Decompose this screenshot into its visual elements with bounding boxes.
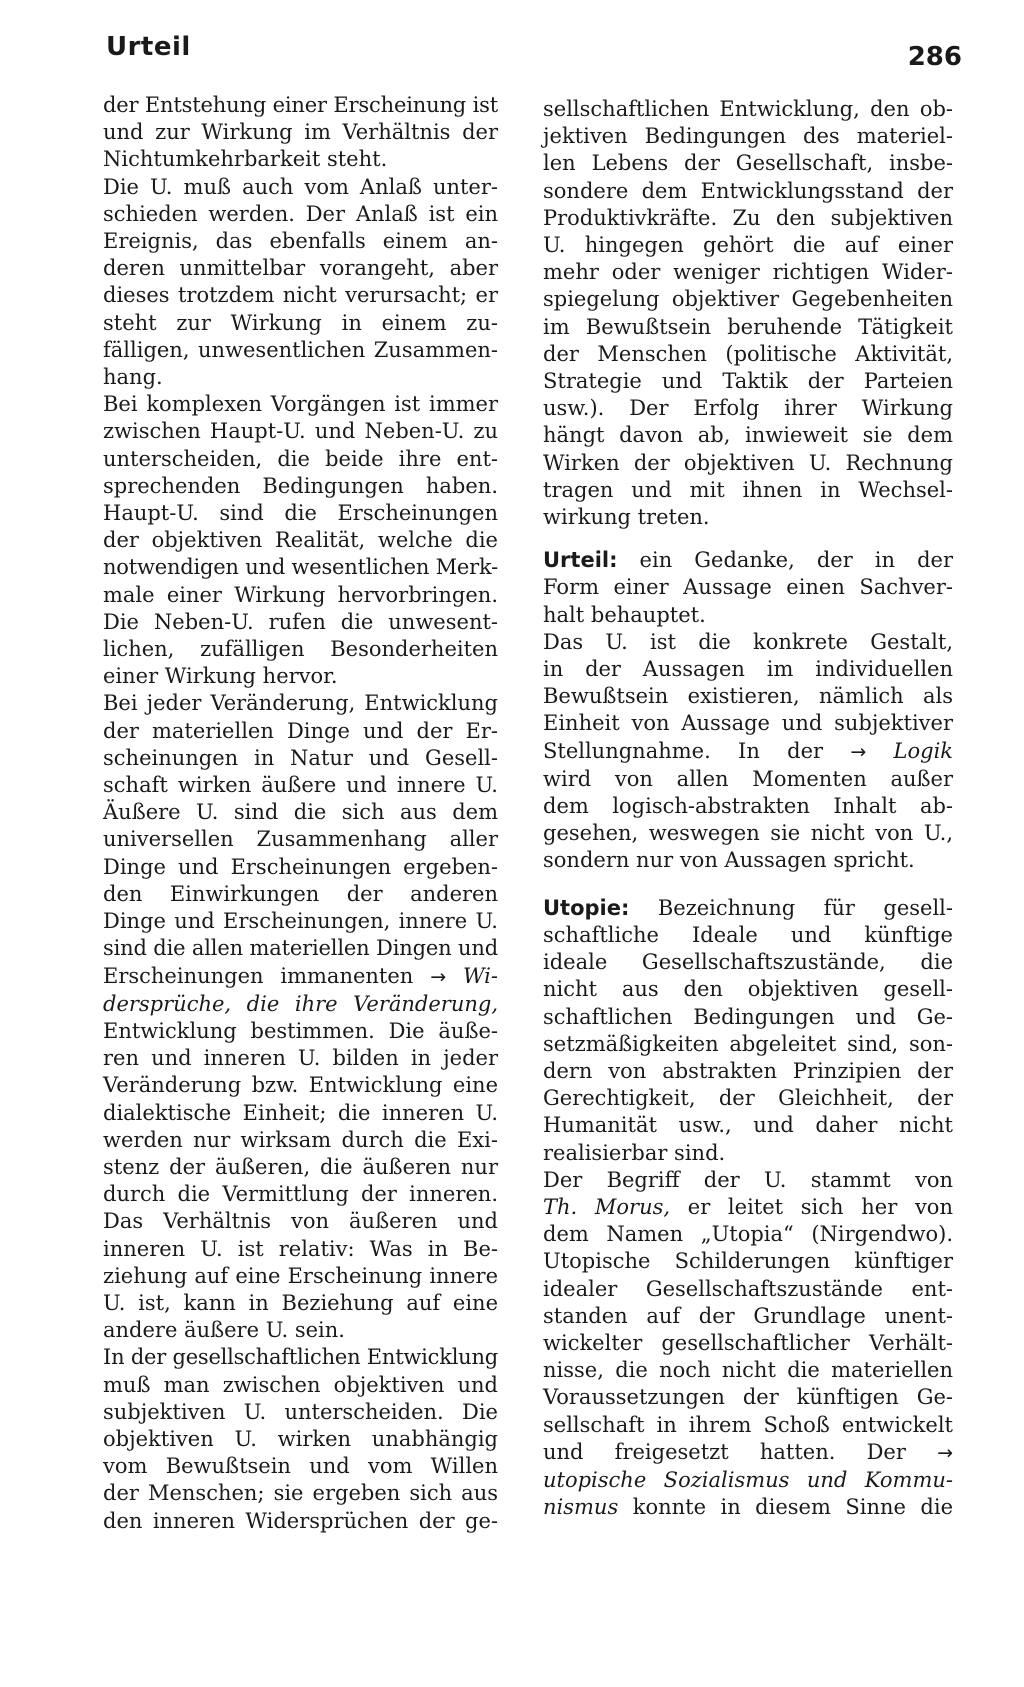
text-line: und zur Wirkung im Verhältnis der bbox=[103, 120, 498, 145]
text-line: Das Verhältnis von äußeren und bbox=[103, 1209, 498, 1234]
text-line: hängt davon ab, inwieweit sie dem bbox=[543, 423, 953, 448]
text-line: der objektiven Realität, welche die bbox=[103, 528, 498, 553]
text-line: halt behauptet. bbox=[543, 602, 706, 627]
text-line: Gerechtigkeit, der Gleichheit, der bbox=[543, 1086, 953, 1111]
text-line: der materiellen Dinge und der Er- bbox=[103, 718, 498, 743]
text-line bbox=[103, 991, 498, 1018]
text-line: Einheit von Aussage und subjektiver bbox=[543, 711, 953, 736]
text-line: dieses trotzdem nicht verursacht; er bbox=[103, 283, 498, 308]
text-line: realisierbar sind. bbox=[543, 1140, 726, 1165]
text-line: schaftliche Ideale und künftige bbox=[543, 922, 953, 947]
text-line: sellschaftlichen Entwicklung, den ob- bbox=[543, 97, 953, 121]
text-line: Die U. muß auch vom Anlaß unter- bbox=[103, 174, 498, 199]
cross-reference-utopischer-sozialismus[interactable]: utopische Sozialismus und Kommu- bbox=[543, 1467, 953, 1492]
text-line: ren und inneren U. bilden in jeder bbox=[103, 1046, 498, 1071]
text-line: U. ist, kann in Beziehung auf eine bbox=[103, 1290, 498, 1315]
text-line: In der gesellschaftlichen Entwicklung bbox=[103, 1345, 498, 1370]
text-line: dialektische Einheit; die inneren U. bbox=[103, 1100, 498, 1125]
page-number: 286 bbox=[907, 42, 962, 72]
text-line: vom Bewußtsein und vom Willen bbox=[103, 1454, 498, 1479]
text-line: Die Neben-U. rufen die unwesent- bbox=[103, 609, 498, 634]
text-fragment: konnte in diesem Sinne die bbox=[632, 1495, 953, 1520]
text-line: wird von allen Momenten außer bbox=[543, 766, 953, 791]
text-line: ziehung auf eine Erscheinung innere bbox=[103, 1263, 498, 1288]
text-line: male einer Wirkung hervorbringen. bbox=[103, 582, 498, 607]
text-line: andere äußere U. sein. bbox=[103, 1318, 345, 1343]
text-line: sprechenden Bedingungen haben. bbox=[103, 473, 498, 498]
text-line: durch die Vermittlung der inneren. bbox=[103, 1182, 498, 1207]
text-line-with-ref bbox=[543, 1194, 953, 1221]
text-fragment: Bezeichnung für gesell- bbox=[657, 895, 953, 920]
text-line-with-ref bbox=[103, 963, 498, 991]
cross-reference-widersprueche[interactable]: Wi- bbox=[462, 963, 498, 988]
text-line: dem Namen „Utopia“ (Nirgendwo). bbox=[543, 1222, 953, 1247]
text-line: notwendigen und wesentlichen Merk- bbox=[103, 555, 498, 580]
text-line: Bewußtsein existieren, nämlich als bbox=[543, 684, 953, 709]
cross-reference-arrow-icon: → bbox=[937, 1441, 953, 1464]
reference-th-morus: Th. Morus, bbox=[543, 1194, 671, 1219]
text-line: Äußere U. sind die sich aus dem bbox=[103, 800, 498, 825]
text-line: unterscheiden, die beide ihre ent- bbox=[103, 446, 498, 471]
text-line: sondern nur von Aussagen spricht. bbox=[543, 848, 915, 873]
text-line: jektiven Bedingungen des materiel- bbox=[543, 124, 953, 149]
right-column bbox=[543, 96, 953, 1521]
cross-reference-arrow-icon: → bbox=[850, 740, 867, 763]
text-line: Bei jeder Veränderung, Entwicklung bbox=[103, 691, 498, 716]
text-line: objektiven U. wirken unabhängig bbox=[103, 1426, 498, 1451]
text-line: schieden werden. Der Anlaß ist ein bbox=[103, 201, 498, 226]
cross-reference-logik[interactable]: Logik bbox=[893, 738, 954, 763]
headword-urteil: Urteil: bbox=[543, 548, 618, 573]
text-line: deren unmittelbar vorangeht, aber bbox=[103, 256, 498, 281]
text-line: usw.). Der Erfolg ihrer Wirkung bbox=[543, 396, 953, 421]
text-line-with-ref bbox=[543, 1439, 953, 1467]
text-line: der Menschen; sie ergeben sich aus bbox=[103, 1481, 498, 1506]
text-line: in der Aussagen im individuellen bbox=[543, 657, 953, 682]
entry-spacer bbox=[543, 875, 953, 895]
text-line: Ereignis, das ebenfalls einem an- bbox=[103, 229, 498, 254]
text-line: Strategie und Taktik der Parteien bbox=[543, 369, 953, 394]
entry-spacer bbox=[543, 531, 953, 547]
text-line: Bei komplexen Vorgängen ist immer bbox=[103, 392, 498, 417]
text-fragment: er leitet sich her von bbox=[687, 1194, 953, 1219]
text-line: im Bewußtsein beruhende Tätigkeit bbox=[543, 314, 953, 339]
text-line: nisse, die noch nicht die materiellen bbox=[543, 1358, 953, 1383]
text-line-with-ref bbox=[543, 1494, 953, 1521]
text-line: Wirken der objektiven U. Rechnung bbox=[543, 450, 953, 475]
text-line: steht zur Wirkung in einem zu- bbox=[103, 310, 498, 335]
text-line: zwischen Haupt-U. und Neben-U. zu bbox=[103, 419, 498, 444]
text-line: idealer Gesellschaftszustände ent- bbox=[543, 1276, 953, 1301]
text-line: Das U. ist die konkrete Gestalt, bbox=[543, 629, 953, 654]
text-line: nicht aus den objektiven gesell- bbox=[543, 977, 953, 1002]
text-line: subjektiven U. unterscheiden. Die bbox=[103, 1399, 498, 1424]
text-line: Dinge und Erscheinungen ergeben- bbox=[103, 854, 498, 879]
text-line: werden nur wirksam durch die Exi- bbox=[103, 1127, 498, 1152]
text-line: Utopische Schilderungen künftiger bbox=[543, 1249, 953, 1274]
left-column bbox=[103, 92, 498, 1535]
text-line: gesehen, weswegen sie nicht von U., bbox=[543, 821, 953, 846]
text-line: sind die allen materiellen Dingen und bbox=[103, 936, 498, 961]
text-line-with-ref bbox=[543, 738, 953, 766]
text-line: Der Begriff der U. stammt von bbox=[543, 1167, 953, 1192]
entry-first-line bbox=[543, 895, 953, 922]
text-line: tragen und mit ihnen in Wechsel- bbox=[543, 477, 953, 502]
text-line: fälligen, unwesentlichen Zusammen- bbox=[103, 337, 498, 362]
entry-first-line bbox=[543, 547, 953, 574]
text-line: lichen, zufälligen Besonderheiten bbox=[103, 637, 498, 662]
text-line: setzmäßigkeiten abgeleitet sind, son- bbox=[543, 1031, 953, 1056]
text-line: len Lebens der Gesellschaft, insbe- bbox=[543, 151, 953, 176]
text-line: Entwicklung bestimmen. Die äuße- bbox=[103, 1018, 498, 1043]
text-line: wirkung treten. bbox=[543, 505, 710, 530]
text-fragment: und freigesetzt hatten. Der bbox=[543, 1439, 906, 1464]
text-line: einer Wirkung hervor. bbox=[103, 664, 338, 689]
text-line: wickelter gesellschaftlicher Verhält- bbox=[543, 1330, 953, 1355]
text-line: hang. bbox=[103, 365, 163, 390]
text-line: Dinge und Erscheinungen, innere U. bbox=[103, 909, 498, 934]
text-fragment: Erscheinungen immanenten bbox=[103, 963, 414, 988]
text-line: Humanität usw., und daher nicht bbox=[543, 1113, 953, 1138]
cross-reference-arrow-icon: → bbox=[430, 965, 447, 988]
cross-reference-widersprueche-cont[interactable]: dersprüche, die ihre Veränderung, bbox=[103, 991, 498, 1016]
text-line: Nichtumkehrbarkeit steht. bbox=[103, 147, 388, 172]
text-line: scheinungen in Natur und Gesell- bbox=[103, 745, 498, 770]
text-line: muß man zwischen objektiven und bbox=[103, 1372, 498, 1397]
text-line: Form einer Aussage einen Sachver- bbox=[543, 575, 953, 600]
headword-utopie: Utopie: bbox=[543, 895, 630, 920]
text-line: Voraussetzungen der künftigen Ge- bbox=[543, 1385, 953, 1410]
text-line: den Einwirkungen der anderen bbox=[103, 881, 498, 906]
running-head: Urteil bbox=[106, 32, 191, 62]
text-line: inneren U. ist relativ: Was in Be- bbox=[103, 1236, 498, 1261]
cross-reference-utopischer-sozialismus-cont[interactable]: nismus bbox=[543, 1495, 619, 1520]
text-line: standen auf der Grundlage unent- bbox=[543, 1303, 953, 1328]
text-line: Veränderung bzw. Entwicklung eine bbox=[103, 1073, 498, 1098]
text-line: spiegelung objektiver Gegebenheiten bbox=[543, 287, 953, 312]
text-line: schaftlichen Bedingungen und Ge- bbox=[543, 1004, 953, 1029]
text-line: mehr oder weniger richtigen Wider- bbox=[543, 260, 953, 285]
text-line: sellschaft in ihrem Schoß entwickelt bbox=[543, 1412, 953, 1437]
text-line: ideale Gesellschaftszustände, die bbox=[543, 950, 953, 975]
text-line: den inneren Widersprüchen der ge- bbox=[103, 1508, 498, 1533]
text-line: der Entstehung einer Erscheinung ist bbox=[103, 93, 498, 117]
text-line: dem logisch-abstrakten Inhalt ab- bbox=[543, 794, 953, 819]
text-line: sondere dem Entwicklungsstand der bbox=[543, 178, 953, 203]
text-line bbox=[543, 1467, 953, 1494]
text-line: der Menschen (politische Aktivität, bbox=[543, 341, 953, 366]
text-line: Haupt-U. sind die Erscheinungen bbox=[103, 501, 498, 526]
text-fragment: Stellungnahme. In der bbox=[543, 738, 824, 763]
text-line: dern von abstrakten Prinzipien der bbox=[543, 1058, 953, 1083]
text-line: U. hingegen gehört die auf einer bbox=[543, 233, 953, 258]
text-line: schaft wirken äußere und innere U. bbox=[103, 773, 498, 798]
text-line: Produktivkräfte. Zu den subjektiven bbox=[543, 205, 953, 230]
text-line: universellen Zusammenhang aller bbox=[103, 827, 498, 852]
text-fragment: ein Gedanke, der in der bbox=[639, 548, 953, 573]
text-line: stenz der äußeren, die äußeren nur bbox=[103, 1154, 498, 1179]
